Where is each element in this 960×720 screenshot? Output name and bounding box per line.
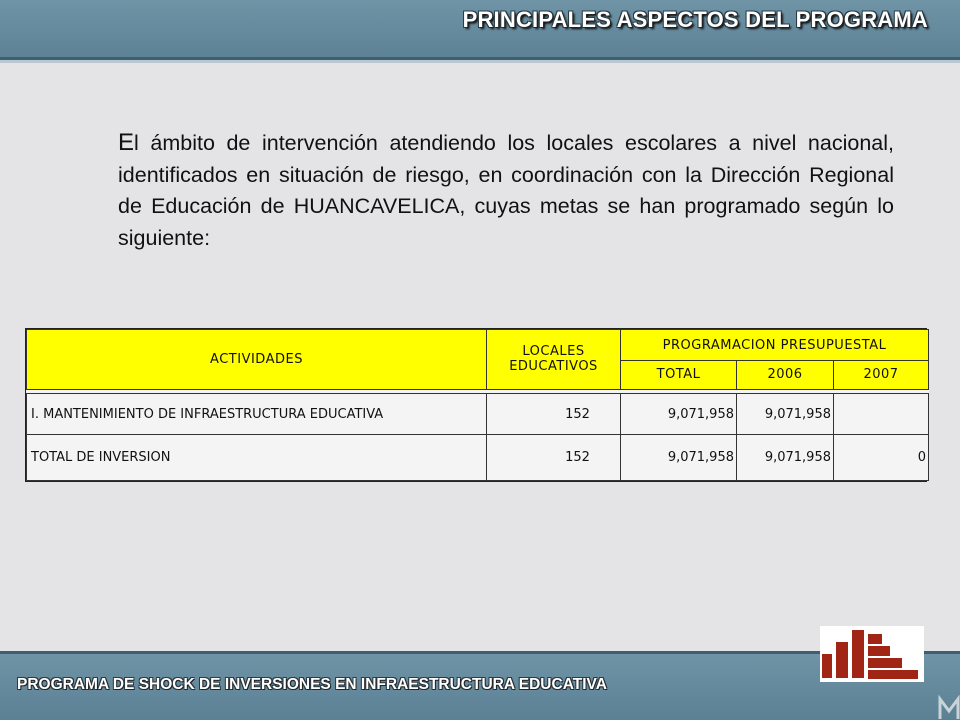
budget-table-frame (25, 328, 927, 482)
cell-2006: 9,071,958 (737, 394, 834, 435)
cell-locales: 152 (487, 435, 621, 481)
header-programacion: PROGRAMACION PRESUPUESTAL (621, 330, 929, 361)
cell-locales: 152 (487, 394, 621, 435)
cell-actividad: TOTAL DE INVERSION (27, 435, 487, 481)
cell-2007: 0 (834, 435, 929, 481)
footer-bar (0, 651, 960, 720)
cell-total: 9,071,958 (621, 435, 737, 481)
header-locales-line2: EDUCATIVOS (509, 359, 598, 375)
header-total: TOTAL (621, 361, 737, 390)
header-year-2006: 2006 (737, 361, 834, 390)
header-locales-line1: LOCALES (522, 344, 585, 360)
budget-table (26, 329, 929, 481)
header-locales (487, 330, 621, 390)
footer-text: PROGRAMA DE SHOCK DE INVERSIONES EN INFRAESTRUCTURA EDUCATIVA (17, 676, 607, 693)
m-watermark-icon (938, 695, 960, 720)
header-year-2007: 2007 (834, 361, 929, 390)
header-bar (0, 0, 960, 60)
header-actividades: ACTIVIDADES (27, 330, 487, 390)
cell-actividad: I. MANTENIMIENTO DE INFRAESTRUCTURA EDUCATIVA (27, 394, 487, 435)
intro-paragraph (118, 127, 894, 254)
bar-chart-logo-icon (820, 626, 924, 682)
table-row-total (27, 435, 929, 481)
cell-total: 9,071,958 (621, 394, 737, 435)
cell-2007 (834, 394, 929, 435)
cell-2006: 9,071,958 (737, 435, 834, 481)
intro-text: l ámbito de intervención atendiendo los locales escolares a nivel nacional, identificados en situación de riesgo, en coordinación con la Dirección Regional de Educación de HUANCAVELICA, cuyas metas se han programado según lo siguiente: (118, 131, 894, 250)
slide-title: PRINCIPALES ASPECTOS DEL PROGRAMA (462, 7, 928, 32)
intro-first-letter: E (118, 129, 135, 156)
table-row (27, 394, 929, 435)
